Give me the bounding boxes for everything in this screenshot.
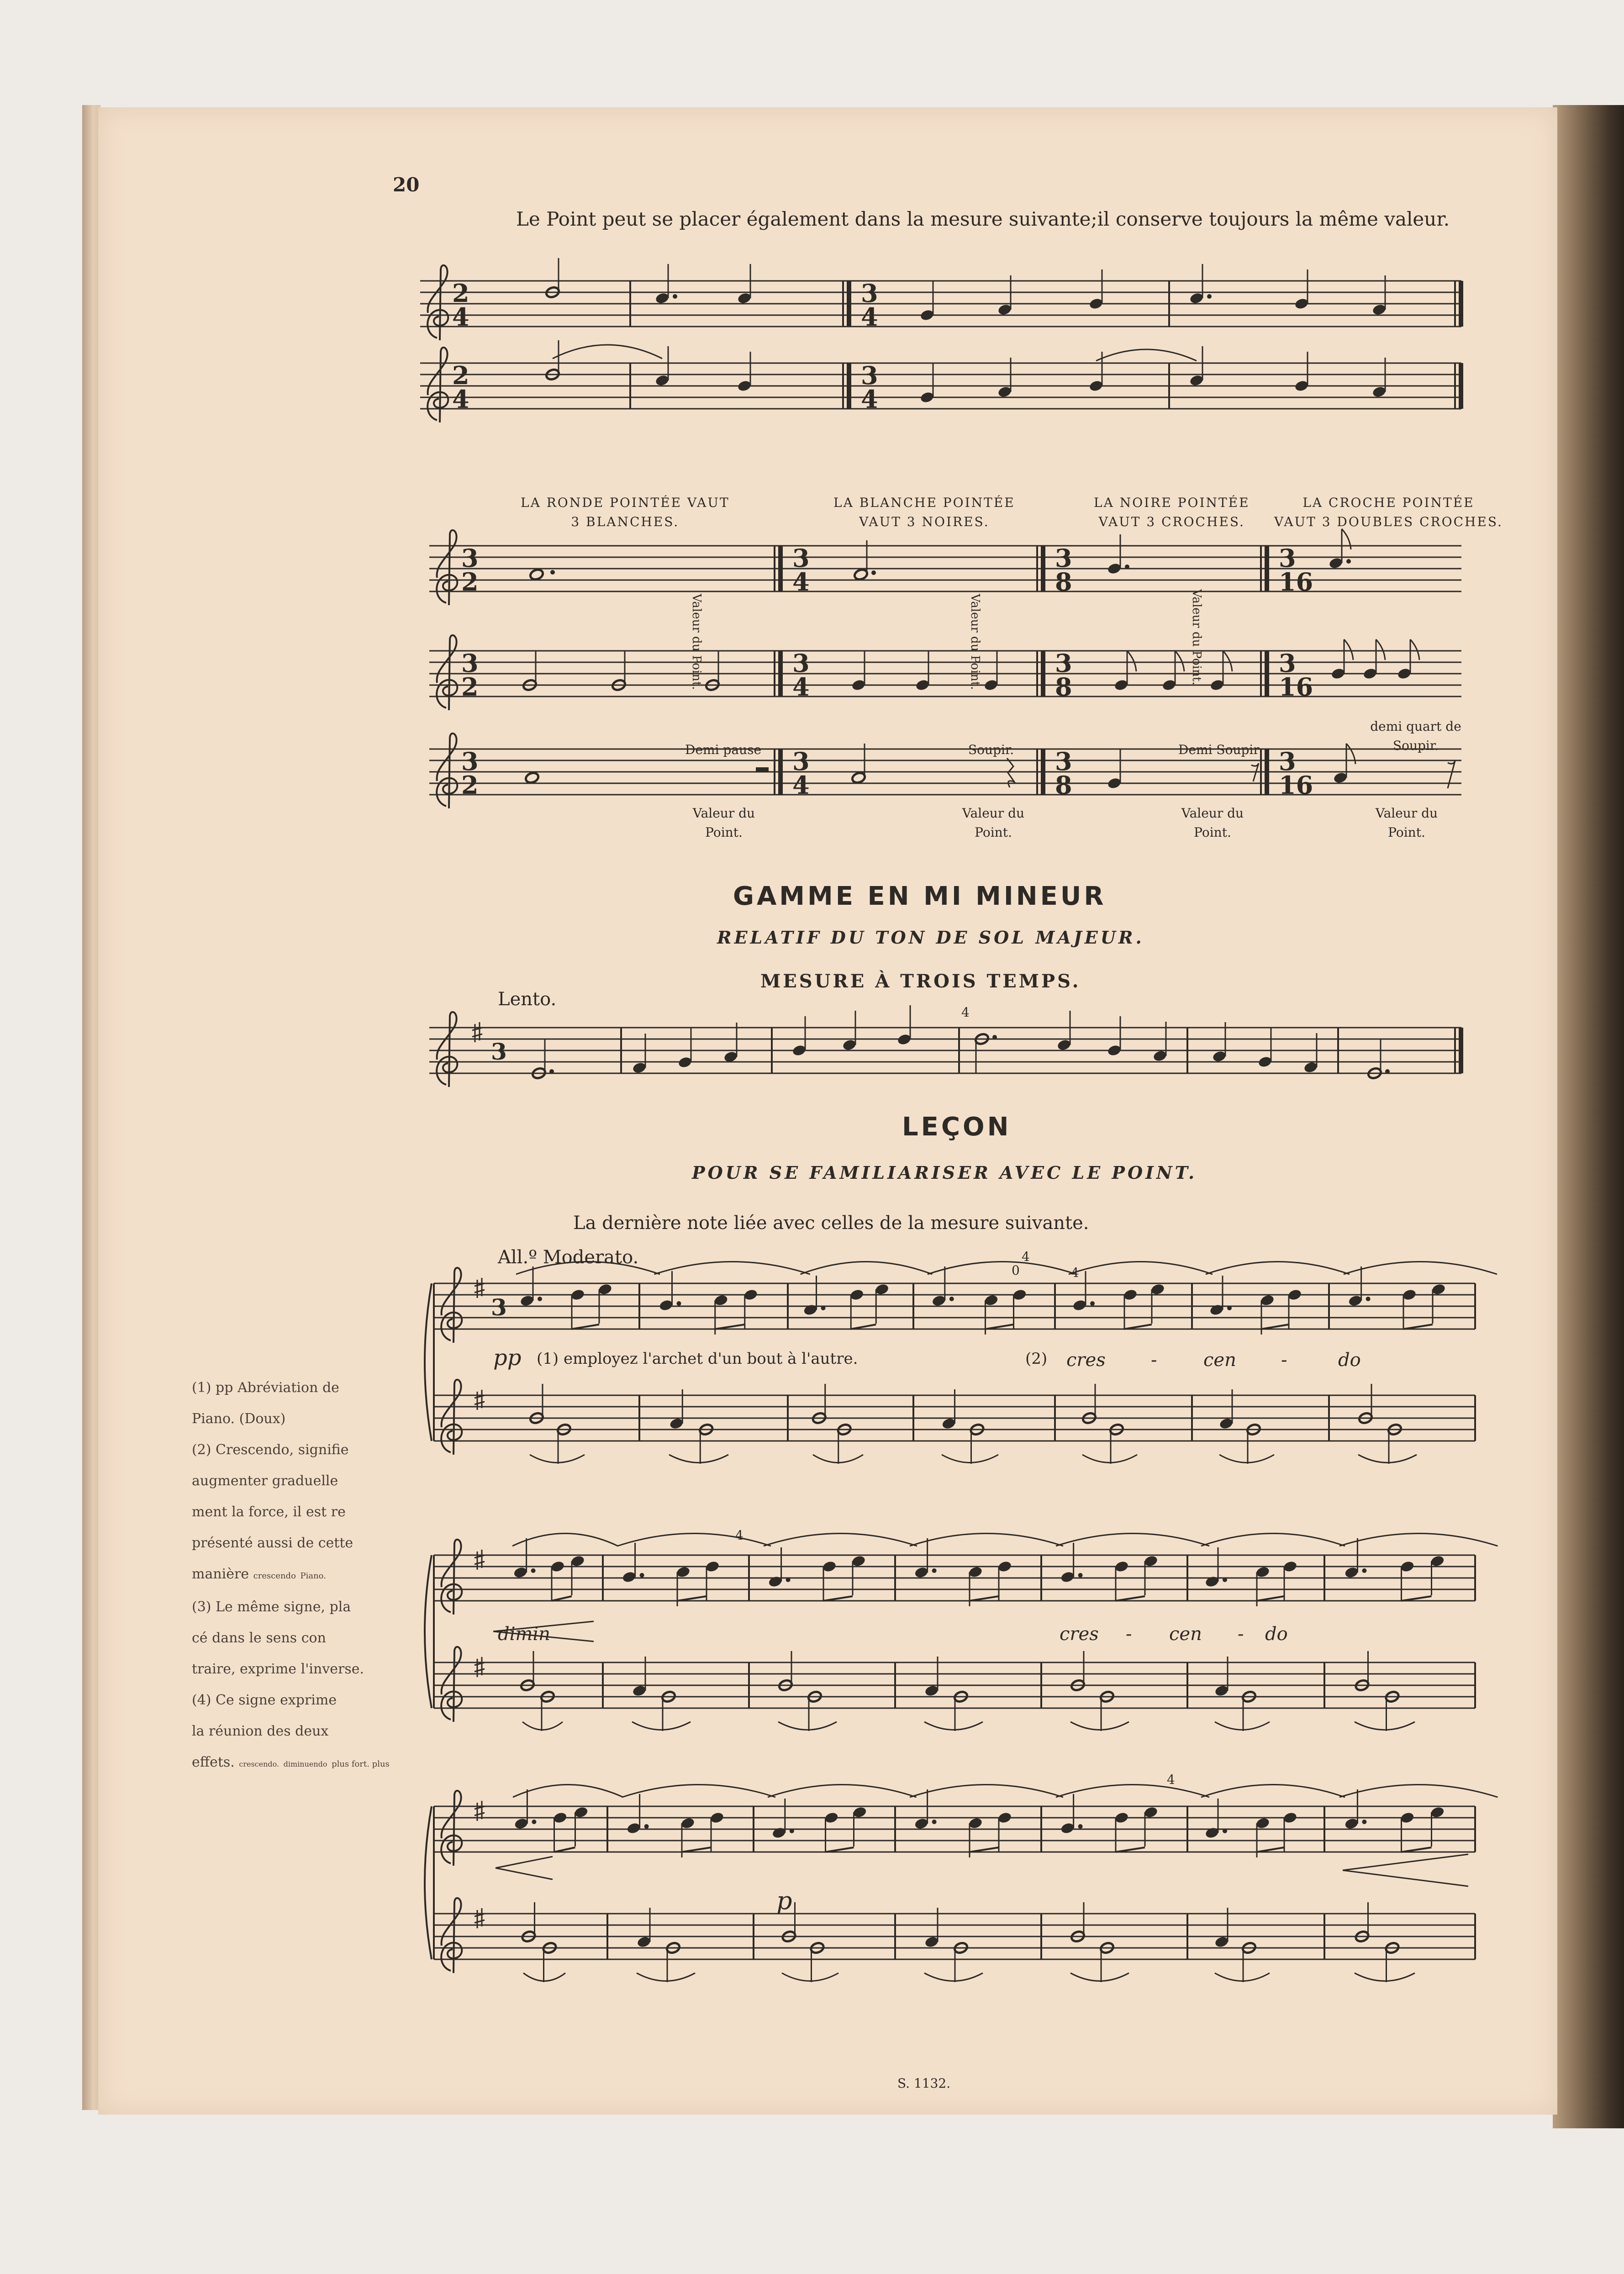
flag: [1376, 639, 1385, 660]
time-sig-3-8-top: 3: [1055, 649, 1072, 678]
cresc-marker: (2): [1025, 1350, 1048, 1368]
dot: [1223, 1829, 1227, 1833]
final-barline: [778, 651, 783, 696]
brace-icon: [425, 1283, 432, 1441]
slur: [522, 1722, 563, 1730]
value-point-2: Valeur du Point.: [962, 806, 1025, 840]
treble-clef-icon: [441, 1380, 462, 1455]
final-barline: [847, 281, 851, 327]
dot: [1207, 294, 1212, 299]
dot: [871, 570, 876, 575]
fingering-5: 4: [1167, 1772, 1175, 1787]
slur: [632, 1722, 691, 1730]
dynamic-pp: pp: [493, 1345, 522, 1371]
slur: [513, 1785, 623, 1798]
dot: [531, 1568, 536, 1573]
cresc-5: do: [1338, 1350, 1361, 1371]
bow-note: (1) employez l'archet d'un bout à l'autre.: [537, 1350, 858, 1368]
final-barline: [778, 749, 783, 795]
treble-clef-icon: [427, 348, 448, 422]
diminuendo-hairpin-icon: [493, 1621, 594, 1641]
rest-label-demi-quart: demi quart de Soupir.: [1370, 719, 1461, 753]
time-sig-3-16-top: 3: [1279, 649, 1296, 678]
final-barline: [1459, 363, 1463, 409]
slur: [801, 1262, 933, 1275]
slur: [654, 1262, 810, 1275]
time-sig-3-2-bottom: 2: [461, 770, 479, 800]
time-sig-2-4-top: 2: [452, 361, 469, 390]
time-sig-3-8-top: 3: [1055, 543, 1072, 573]
cresc2-5: do: [1265, 1624, 1288, 1645]
flag: [1344, 639, 1353, 660]
dot: [644, 1824, 649, 1829]
flag: [1175, 651, 1184, 671]
dot: [992, 1035, 997, 1039]
time-sig-3-4-top: 3: [861, 361, 878, 390]
dot: [1366, 1297, 1371, 1301]
scale-subtitle: RELATIF DU TON DE SOL MAJEUR.: [717, 927, 1144, 948]
time-sig-3-16-bottom: 16: [1279, 567, 1313, 596]
notehead: [529, 568, 544, 581]
slur: [942, 1455, 998, 1463]
lesson-title: LEÇON: [902, 1112, 1012, 1142]
value-header-blanche: LA BLANCHE POINTÉE VAUT 3 NOIRES.: [833, 495, 1015, 529]
crescendo-hairpin-icon: [496, 1857, 553, 1879]
slur: [1070, 1722, 1129, 1730]
slur: [1082, 1455, 1137, 1463]
time-sig-3-16-bottom: 16: [1279, 770, 1313, 800]
slur: [669, 1455, 728, 1463]
time-sig-3: 3: [491, 1038, 507, 1065]
flag: [1410, 639, 1419, 660]
time-sig-3-2-top: 3: [461, 649, 479, 678]
slur: [1355, 1722, 1415, 1730]
fingering-2: 0: [1012, 1263, 1020, 1278]
dot: [1346, 559, 1351, 564]
dot: [1078, 1824, 1083, 1829]
treble-clef-icon: [441, 1898, 462, 1973]
slur: [1096, 349, 1197, 361]
slur: [778, 1722, 837, 1730]
slur: [622, 1785, 775, 1798]
treble-clef-icon: [437, 733, 457, 808]
dot: [1078, 1573, 1083, 1578]
slur: [910, 1534, 1063, 1546]
time-sig-3-8-top: 3: [1055, 747, 1072, 776]
slur: [516, 1262, 660, 1275]
value-header-noire: LA NOIRE POINTÉE VAUT 3 CROCHES.: [1094, 495, 1250, 529]
slur: [1215, 1973, 1270, 1981]
page-number: 20: [393, 174, 420, 196]
value-header-ronde: LA RONDE POINTÉE VAUT 3 BLANCHES.: [521, 495, 730, 529]
slur: [1070, 1973, 1129, 1981]
time-sig-3-4-bottom: 4: [861, 302, 878, 332]
treble-clef-icon: [437, 635, 457, 710]
slur: [1201, 1534, 1345, 1546]
fingering-3: 4: [1071, 1265, 1079, 1280]
dot: [1090, 1301, 1095, 1306]
slur: [637, 1973, 695, 1981]
final-barline: [1265, 749, 1269, 795]
intro-text: Le Point peut se placer également dans la mesure suivante;il conserve toujours la même valeur.: [516, 208, 1450, 230]
brace-icon: [425, 1806, 432, 1959]
slur: [1339, 1534, 1498, 1546]
rest-label-demi-soupir: Demi Soupir: [1178, 742, 1260, 757]
time-sig-3-8-bottom: 8: [1055, 672, 1072, 702]
notehead: [524, 771, 539, 784]
final-barline: [1265, 546, 1269, 591]
dot: [1362, 1820, 1366, 1824]
slur: [1215, 1722, 1270, 1730]
slur: [764, 1534, 917, 1546]
time-sig-3-2-bottom: 2: [461, 672, 479, 702]
vertical-label-2: Valeur du Point.: [968, 594, 982, 690]
dot: [677, 1301, 681, 1306]
scale-title: GAMME EN MI MINEUR: [733, 881, 1107, 911]
dot: [538, 1297, 542, 1301]
slur: [553, 345, 662, 359]
dot: [1223, 1578, 1227, 1582]
time-sig-3-4-bottom: 4: [792, 672, 810, 702]
value-point-1: Valeur du Point.: [692, 806, 755, 840]
time-sig-2-4-top: 2: [452, 279, 469, 308]
treble-clef-icon: [441, 1791, 462, 1866]
slur: [530, 1455, 585, 1463]
dot: [821, 1306, 826, 1310]
brace-icon: [425, 1555, 432, 1708]
slur: [1201, 1785, 1345, 1798]
treble-clef-icon: [437, 1012, 457, 1087]
rest-label-soupir: Soupir.: [968, 742, 1014, 757]
flag: [1127, 651, 1136, 671]
rest-label-demi-pause: Demi pause: [685, 742, 762, 757]
slur: [924, 1722, 983, 1730]
time-sig-3-16-top: 3: [1279, 543, 1296, 573]
cresc-4: -: [1281, 1350, 1287, 1371]
slur: [1355, 1973, 1415, 1981]
dimin: dimin: [498, 1624, 550, 1645]
dot: [790, 1829, 794, 1833]
fingering-1: 4: [1022, 1249, 1030, 1264]
time-sig-3-4-top: 3: [861, 279, 878, 308]
slur: [910, 1785, 1063, 1798]
fingering-4: 4: [735, 1528, 743, 1543]
slur: [512, 1534, 618, 1546]
scale-measure: MESURE À TROIS TEMPS.: [760, 971, 1081, 992]
half-rest-icon: [756, 767, 769, 772]
dot: [932, 1568, 937, 1573]
slur: [617, 1534, 771, 1546]
treble-clef-icon: [441, 1540, 462, 1614]
time-sig-2-4-bottom: 4: [452, 302, 469, 332]
slur: [1358, 1455, 1417, 1463]
time-sig-3-4-top: 3: [792, 747, 810, 776]
slur: [1206, 1262, 1350, 1275]
vertical-label-3: Valeur du Point.: [1190, 589, 1203, 686]
final-barline: [1459, 1028, 1463, 1073]
dynamic-p: p: [776, 1886, 792, 1915]
sixteenth-rest-icon: [1448, 761, 1455, 788]
time-sig-lesson: 3: [491, 1294, 507, 1321]
final-barline: [778, 546, 783, 591]
slur: [1056, 1534, 1209, 1546]
dot: [549, 1069, 554, 1074]
slur: [1344, 1262, 1497, 1275]
treble-clef-icon: [441, 1647, 462, 1722]
flag: [1223, 651, 1232, 671]
slur: [928, 1262, 1076, 1275]
time-sig-3-4-bottom: 4: [792, 770, 810, 800]
lesson-instruction: La dernière note liée avec celles de la mesure suivante.: [573, 1213, 1089, 1234]
dot: [673, 294, 677, 299]
crescendo-hairpin-icon-2: [1343, 1854, 1468, 1886]
cresc2-4: -: [1238, 1624, 1244, 1645]
cresc2-2: -: [1126, 1624, 1132, 1645]
final-barline: [1459, 281, 1463, 327]
scale-fingering: 4: [961, 1005, 970, 1020]
cresc-1: cres: [1066, 1350, 1106, 1371]
dot: [1125, 565, 1129, 569]
dot: [1362, 1568, 1366, 1573]
final-barline: [1041, 749, 1045, 795]
dot: [532, 1820, 536, 1824]
dot: [550, 570, 555, 575]
time-sig-2-4-bottom: 4: [452, 385, 469, 414]
lesson-subtitle: POUR SE FAMILIARISER AVEC LE POINT.: [692, 1162, 1197, 1183]
dot: [786, 1578, 791, 1582]
time-sig-3-4-top: 3: [792, 649, 810, 678]
slur: [1219, 1455, 1274, 1463]
dot: [1385, 1069, 1390, 1074]
final-barline: [1041, 546, 1045, 591]
slur: [1056, 1785, 1209, 1798]
time-sig-3-4-bottom: 4: [861, 385, 878, 414]
footnotes: (1) pp Abréviation de Piano. (Doux) (2) Crescendo, signifie augmenter graduelle ment la force, il est re présenté aussi de cette manière crescendo Piano. (3) Le même signe, pla cé dans le sens con traire, exprime l'inverse. (4) Ce signe exprime la réunion des deux effets. crescendo. diminuendo plus fort. plus: [192, 1380, 390, 1770]
time-sig-3-4-top: 3: [792, 543, 810, 573]
scale-tempo: Lento.: [498, 989, 557, 1010]
slur: [782, 1973, 838, 1981]
time-sig-3-2-bottom: 2: [461, 567, 479, 596]
value-point-4: Valeur du Point.: [1375, 806, 1438, 840]
time-sig-3-2-top: 3: [461, 543, 479, 573]
treble-clef-icon: [437, 530, 457, 605]
plate-number: S. 1132.: [897, 2076, 951, 2091]
slur: [924, 1973, 983, 1981]
vertical-label-1: Valeur du Point.: [690, 594, 703, 690]
value-point-3: Valeur du Point.: [1181, 806, 1244, 840]
slur: [1339, 1785, 1498, 1798]
time-sig-3-16-bottom: 16: [1279, 672, 1313, 702]
time-sig-3-8-bottom: 8: [1055, 770, 1072, 800]
final-barline: [847, 363, 851, 409]
final-barline: [1041, 651, 1045, 696]
treble-clef-icon: [441, 1268, 462, 1343]
slur: [768, 1785, 917, 1798]
value-header-croche: LA CROCHE POINTÉE VAUT 3 DOUBLES CROCHES.: [1274, 495, 1503, 529]
time-sig-3-16-top: 3: [1279, 747, 1296, 776]
cresc2-1: cres: [1060, 1624, 1099, 1645]
time-sig-3-2-top: 3: [461, 747, 479, 776]
time-sig-3-8-bottom: 8: [1055, 567, 1072, 596]
cresc2-3: cen: [1169, 1624, 1202, 1645]
dot: [932, 1820, 937, 1824]
time-sig-3-4-bottom: 4: [792, 567, 810, 596]
lesson-tempo: All.º Moderato.: [498, 1247, 639, 1268]
cresc-3: cen: [1203, 1350, 1236, 1371]
dot: [949, 1297, 954, 1301]
slur: [1069, 1262, 1213, 1275]
dot: [1227, 1306, 1232, 1310]
treble-clef-icon: [427, 265, 448, 340]
cresc-2: -: [1151, 1350, 1157, 1371]
final-barline: [1265, 651, 1269, 696]
dot: [640, 1573, 644, 1578]
